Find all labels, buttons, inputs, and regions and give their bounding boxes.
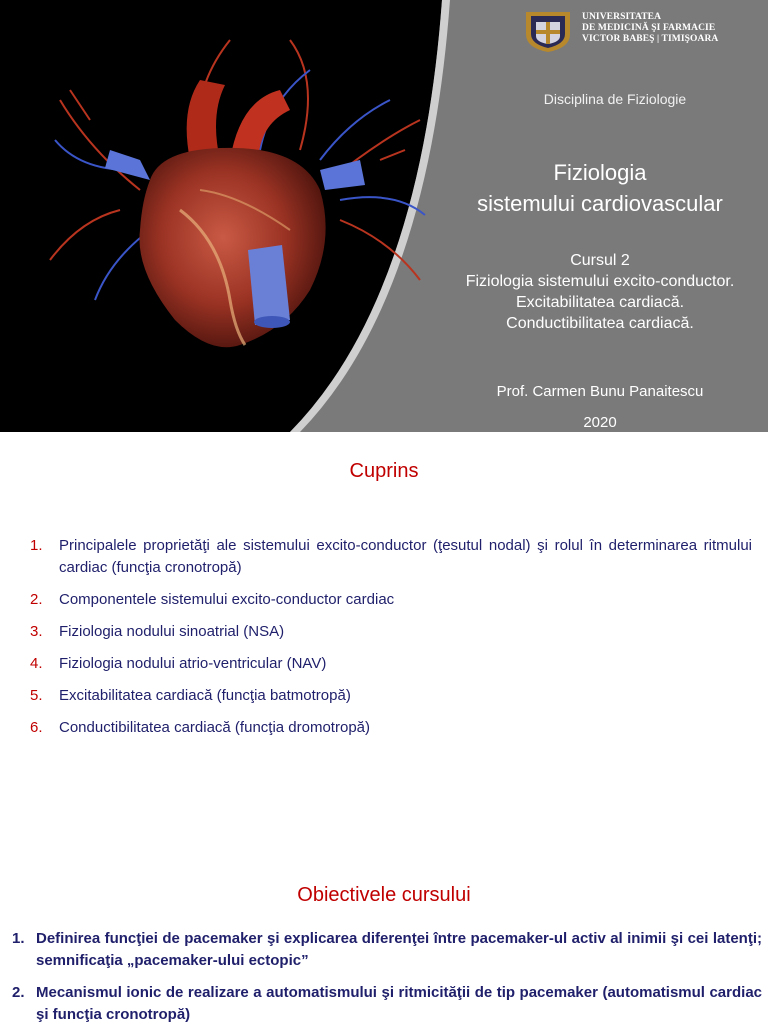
author-block [430,376,768,432]
item-number: 2. [12,984,25,1001]
item-number: 1. [12,930,25,947]
item-text: Fiziologia nodului atrio-ventricular (NAV) [59,655,327,672]
university-line-2: DE MEDICINĂ ŞI FARMACIE [582,23,716,33]
item-number: 1. [30,537,43,554]
year: 2020 [583,414,617,431]
lecture-topic-1: Fiziologia sistemului excito-conductor. [465,273,735,290]
lecture-info [430,250,768,334]
title-line-1: Fiziologia [553,160,647,185]
discipline-label: Disciplina de Fiziologie [543,91,687,107]
item-number: 3. [30,623,43,640]
item-number: 5. [30,687,43,704]
course-title [430,157,768,219]
item-text: Excitabilitatea cardiacă (funcţia batmotropă) [59,687,351,704]
university-name [582,12,718,45]
lecture-topic-3: Conductibilitatea cardiacă. [506,315,694,332]
lecture-number: Cursul 2 [570,252,630,269]
item-number: 2. [30,591,43,608]
item-text: Componentele sistemului excito-conductor cardiac [59,591,395,608]
item-number: 4. [30,655,43,672]
title-line-2: sistemului cardiovascular [477,191,723,216]
author-name: Prof. Carmen Bunu Panaitescu [496,383,704,400]
item-text: Principalele proprietăţi ale sistemului excito-conductor (ţesutul nodal) şi rolul în determinarea ritmului cardiac (funcţia cronotropă) [59,537,752,576]
list-item [30,535,752,579]
university-crest-icon [522,8,574,54]
item-number: 6. [30,719,43,736]
list-item [12,928,762,972]
item-text: Mecanismul ionic de realizare a automatismului şi ritmicităţii de tip pacemaker (automatismul cardiac şi funcţia cronotropă) [36,984,762,1023]
university-line-1: UNIVERSITATEA [582,12,662,22]
lecture-topic-2: Excitabilitatea cardiacă. [515,294,685,311]
contents-list [30,535,752,749]
list-item [30,717,752,739]
list-item [30,685,752,707]
item-text: Fiziologia nodului sinoatrial (NSA) [59,623,285,640]
list-item [12,982,762,1026]
objectives-list [12,928,762,1036]
list-item [30,653,752,675]
university-line-3: VICTOR BABEŞ | TIMIŞOARA [582,34,719,44]
title-banner [0,0,768,432]
item-text: Conductibilitatea cardiacă (funcţia dromotropă) [59,719,370,736]
objectives-heading: Obiectivele cursului [297,884,471,906]
item-text: Definirea funcţiei de pacemaker şi explicarea diferenţei între pacemaker-ul activ al inimii şi cei latenţi; semnificaţia „pacemaker-ului ectopic” [36,930,762,969]
list-item [30,621,752,643]
list-item [30,589,752,611]
contents-heading: Cuprins [349,460,419,482]
